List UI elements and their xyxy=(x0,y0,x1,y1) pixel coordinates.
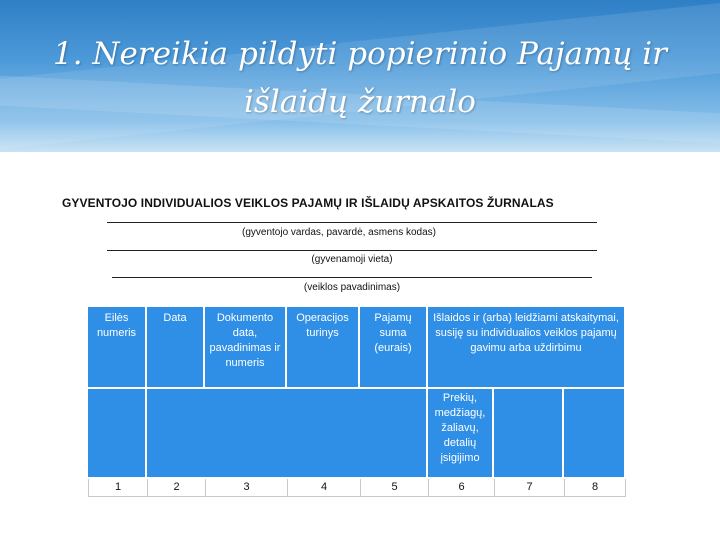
header-document: Dokumento data, pavadinimas ir numeris xyxy=(205,307,287,389)
column-number-2: 2 xyxy=(147,479,205,497)
name-line xyxy=(107,222,597,223)
header-date: Data xyxy=(147,307,205,389)
subheader-empty-1 xyxy=(88,389,147,479)
column-number-7: 7 xyxy=(494,479,564,497)
slide-title-line-2: išlaidų žurnalo xyxy=(244,84,476,120)
subheader-goods: Prekių, medžiagų, žaliavų, detalių įsigijimo xyxy=(428,389,494,479)
column-number-3: 3 xyxy=(205,479,287,497)
column-number-6: 6 xyxy=(428,479,494,497)
journal-title: GYVENTOJO INDIVIDUALIOS VEIKLOS PAJAMŲ IR IŠLAIDŲ APSKAITOS ŽURNALAS xyxy=(62,196,554,210)
address-line xyxy=(107,250,597,251)
activity-line xyxy=(112,277,592,278)
caption-activity: (veiklos pavadinimas) xyxy=(303,282,401,293)
header-income: Pajamų suma (eurais) xyxy=(360,307,428,389)
column-number-4: 4 xyxy=(287,479,360,497)
header-row-number: Eilės numeris xyxy=(88,307,147,389)
slide-title xyxy=(20,30,700,126)
subheader-empty-8 xyxy=(564,389,626,479)
column-number-8: 8 xyxy=(564,479,626,497)
slide-header xyxy=(0,0,720,152)
journal-table xyxy=(88,307,626,497)
header-operation: Operacijos turinys xyxy=(287,307,360,389)
caption-address: (gyvenamoji vieta) xyxy=(311,254,393,265)
column-number-1: 1 xyxy=(88,479,147,497)
header-expenses: Išlaidos ir (arba) leidžiami atskaitymai, susiję su individualios veiklos pajamų gavimu arba uždirbimu xyxy=(428,307,626,389)
column-number-5: 5 xyxy=(360,479,428,497)
subheader-empty-7 xyxy=(494,389,564,479)
caption-name: (gyventojo vardas, pavardė, asmens kodas) xyxy=(242,227,436,238)
slide-title-line-1: 1. Nereikia pildyti popierinio Pajamų ir xyxy=(52,36,667,72)
subheader-empty-2 xyxy=(147,389,428,479)
